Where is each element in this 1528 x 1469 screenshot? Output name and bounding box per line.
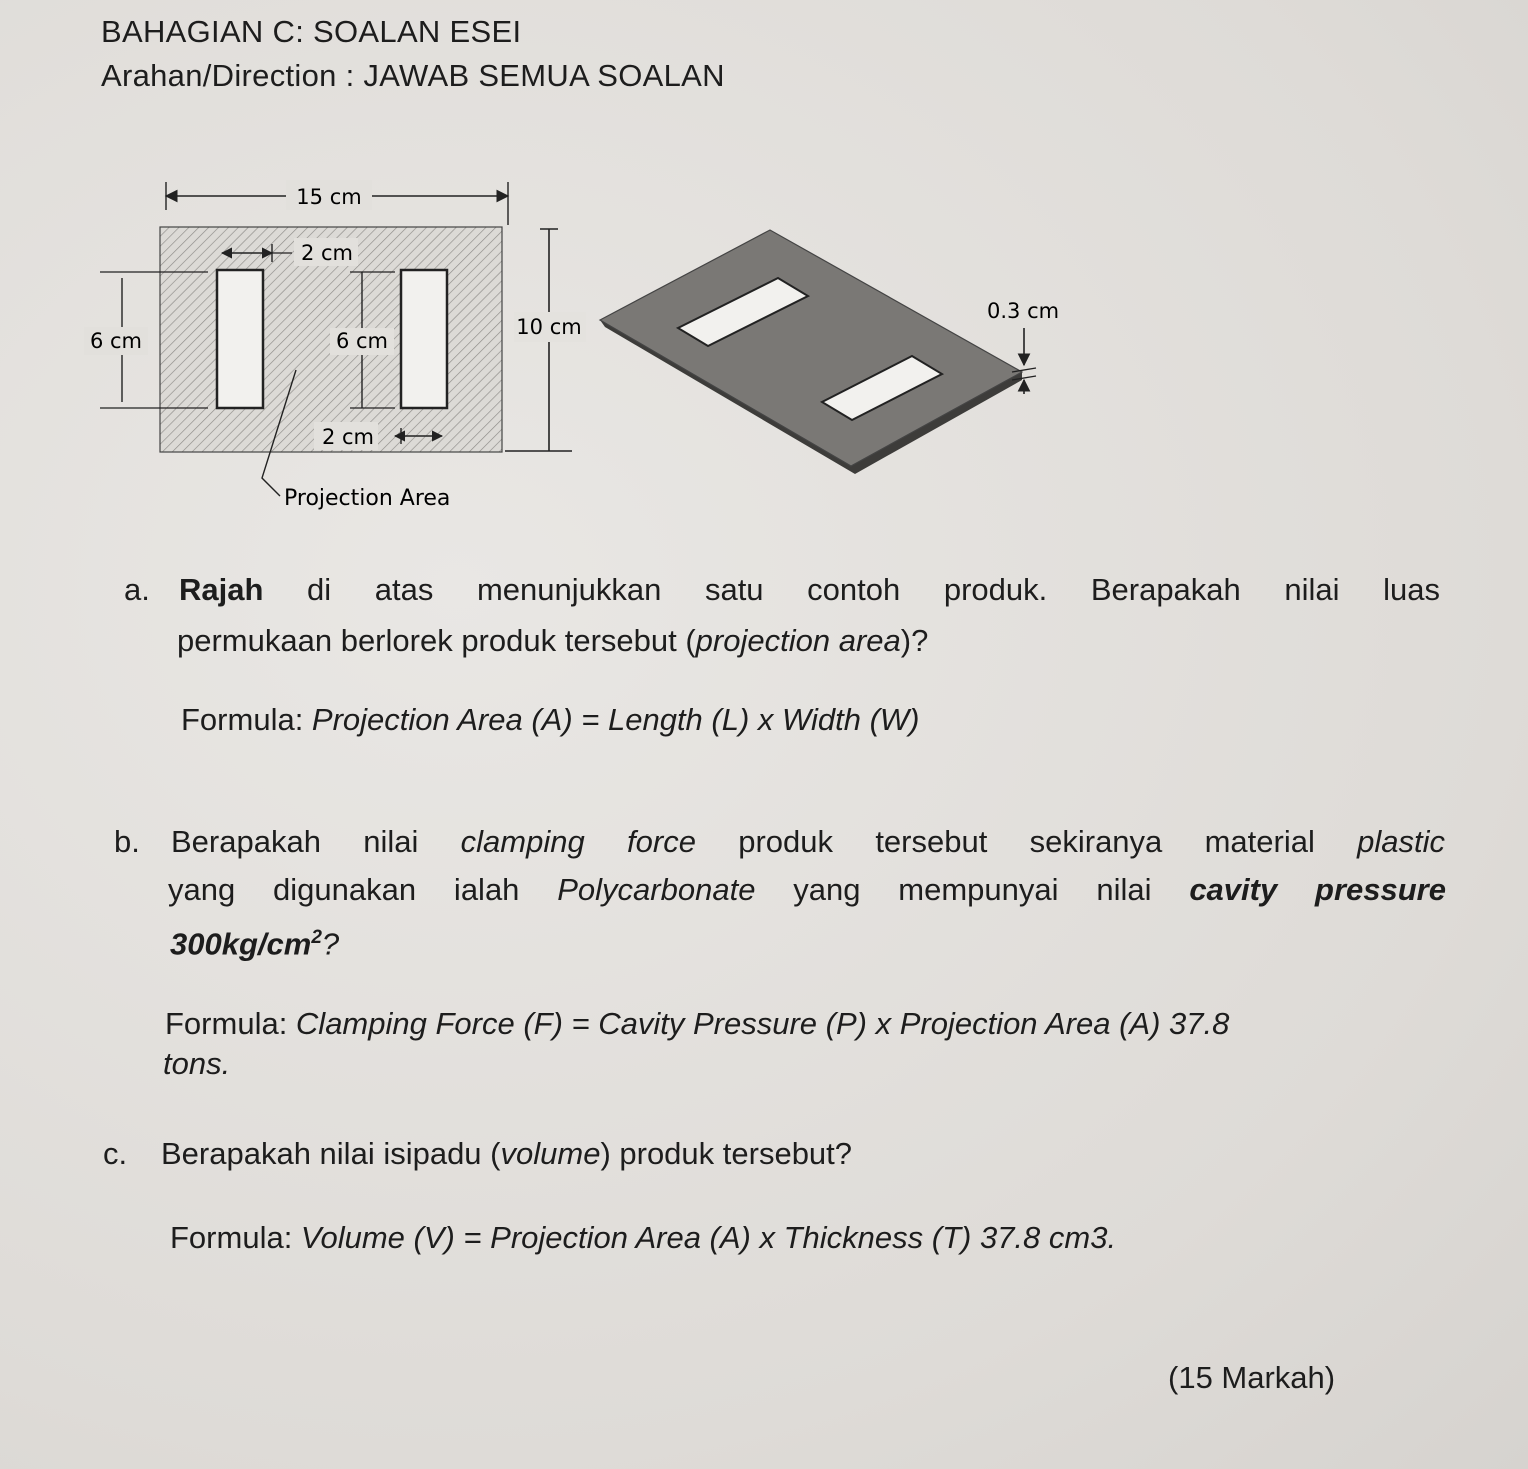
label-2cm-bottom: 2 cm (321, 425, 375, 449)
plate-3d-top (600, 230, 1022, 466)
slot-right (401, 270, 447, 408)
question-a-line1: Rajah di atas menunjukkan satu contoh produk. Berapakah nilai luas (179, 572, 1440, 607)
section-title: BAHAGIAN C: SOALAN ESEI (101, 14, 522, 49)
label-projection-area: Projection Area (284, 486, 451, 510)
product-figure (80, 170, 1100, 510)
question-b-formula-cont: tons. (163, 1046, 231, 1081)
direction-text: Arahan/Direction : JAWAB SEMUA SOALAN (101, 58, 725, 93)
question-a-letter: a. (124, 572, 150, 607)
slot-left (217, 270, 263, 408)
question-b-formula: Formula: Clamping Force (F) = Cavity Pressure (P) x Projection Area (A) 37.8 (165, 1006, 1230, 1041)
question-c-formula: Formula: Volume (V) = Projection Area (A) x Thickness (T) 37.8 cm3. (170, 1220, 1117, 1255)
label-0-3cm: 0.3 cm (987, 299, 1060, 323)
question-b-letter: b. (114, 824, 140, 859)
marks-label: (15 Markah) (1168, 1360, 1336, 1395)
question-c-line1: Berapakah nilai isipadu (volume) produk tersebut? (161, 1136, 853, 1171)
label-6cm-left: 6 cm (89, 329, 143, 353)
label-6cm-mid: 6 cm (335, 329, 389, 353)
label-15cm: 15 cm (296, 185, 362, 209)
question-b-pressure: $300kg/cm^2$? (170, 926, 340, 962)
question-a-formula: Formula: Projection Area (A) = Length (L) x Width (W) (181, 702, 920, 737)
label-10cm: 10 cm (516, 315, 582, 339)
question-b-line2: yang digunakan ialah Polycarbonate yang mempunyai nilai cavity pressure (168, 872, 1446, 907)
question-c-letter: c. (103, 1136, 128, 1171)
label-2cm-top: 2 cm (300, 241, 354, 265)
question-a-line2: permukaan berlorek produk tersebut (projection area)? (177, 623, 929, 658)
question-b-line1: Berapakah nilai clamping force produk tersebut sekiranya material plastic (171, 824, 1445, 859)
